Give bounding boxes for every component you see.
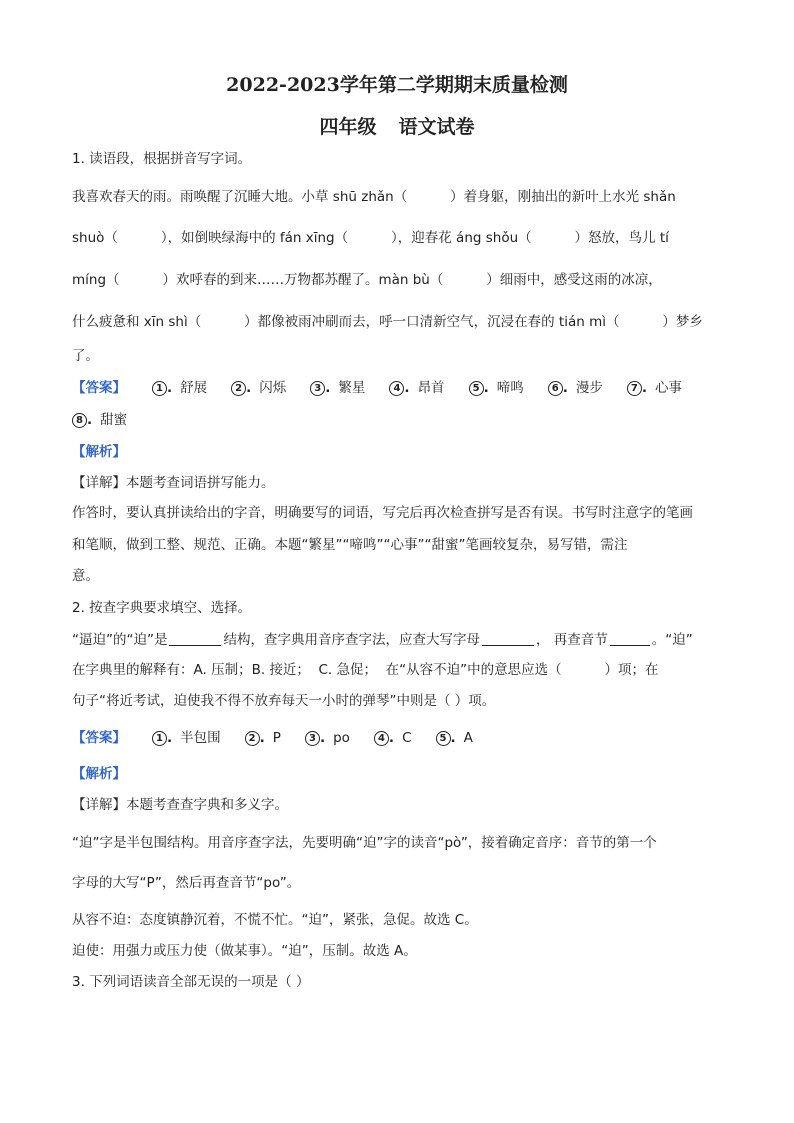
detail-tag: 【详解】 (72, 475, 126, 491)
answer-number: 3 (310, 381, 325, 396)
q2-analysis-tag: 【解析】 (72, 766, 126, 782)
q1-analysis-tag: 【解析】 (72, 444, 126, 460)
q1-answer-row (72, 379, 706, 397)
q1-passage-line-5: 了。 (72, 348, 99, 364)
answer-number: 2 (231, 381, 246, 396)
q1-passage-line-3: míng（ ）欢呼春的到来……万物都苏醒了。màn bù（ ）细雨中，感受这雨的冰凉， (72, 272, 662, 288)
answer-number: 7 (627, 381, 642, 396)
q1-explain-1: 作答时，要认真拼读给出的字音，明确要写的词语，写完后再次检查拼写是否有误。书写时注意字的笔画 (72, 505, 693, 521)
q1-passage-line-2: shuò（ ），如倒映绿海中的 fán xīng（ ），迎春花 áng shǒu（ ）怒放，鸟儿 tí (72, 230, 669, 246)
answer-item: 1 . 舒展 (152, 380, 207, 396)
answer-number: 1 (152, 731, 167, 746)
answer-number: 1 (152, 381, 167, 396)
paper-label: 语文试卷 (398, 116, 475, 138)
answer-text: A (463, 730, 473, 746)
answer-number: 6 (548, 381, 563, 396)
answer-item: 8 . 甜蜜 (72, 412, 127, 428)
answer-item: 5 . A (436, 730, 473, 746)
answer-tag: 【答案】 (72, 730, 126, 746)
answer-text: 半包围 (180, 730, 221, 746)
q1-explain-2: 和笔顺，做到工整、规范、正确。本题“繁星”“啼鸣”“心事”“甜蜜”笔画较复杂，易写错，需注 (72, 537, 628, 553)
answer-number: 4 (389, 381, 404, 396)
answer-item: 7 . 心事 (627, 380, 682, 396)
q2-explain-2: 字母的大写“P”，然后再查音节“po”。 (72, 875, 301, 891)
answer-text: C (402, 730, 412, 746)
answer-text: 舒展 (180, 380, 208, 396)
answer-text: 繁星 (338, 380, 366, 396)
q2-line-3: 句子“将近考试，迫使我不得不放弃每天一小时的弹琴”中则是（ ）项。 (72, 693, 496, 709)
answer-item: 4 . 昂首 (389, 380, 444, 396)
answer-item: 6 . 漫步 (548, 380, 603, 396)
grade-label: 四年级 (319, 116, 377, 138)
q2-explain-4: 迫使：用强力或压力使（做某事）。“迫”，压制。故选 A。 (72, 943, 417, 959)
answer-number: 2 (245, 731, 260, 746)
q1-stem: 1. 读语段，根据拼音写字词。 (72, 151, 252, 167)
answer-item: 4 . C (374, 730, 412, 746)
q2-detail: 【详解】本题考查查字典和多义字。 (72, 797, 288, 813)
answer-tag: 【答案】 (72, 380, 126, 396)
q2-line-1: “逼迫”的“迫”是 结构，查字典用音序查字法，应查大写字母 ， 再查音节 。“迫” (72, 632, 693, 648)
answer-text: po (333, 730, 350, 746)
document-subtitle (0, 112, 794, 139)
answer-text: 心事 (654, 380, 682, 396)
answer-text: P (272, 730, 281, 746)
answer-item: 2 . P (245, 730, 281, 746)
q2-line-2: 在字典里的解释有：A. 压制；B. 接近； C. 急促； 在“从容不迫”中的意思应选（ ）项；在 (72, 662, 659, 678)
answer-item: 3 . 繁星 (310, 380, 365, 396)
answer-text: 闪烁 (259, 380, 287, 396)
answer-item: 2 . 闪烁 (231, 380, 286, 396)
q2-explain-3: 从容不迫：态度镇静沉着，不慌不忙。“迫”，紧张，急促。故选 C。 (72, 912, 478, 928)
answer-text: 漫步 (575, 380, 603, 396)
document-title: 2022-2023学年第二学期期末质量检测 (226, 74, 568, 96)
q3-stem: 3. 下列词语读音全部无误的一项是（ ） (72, 974, 310, 990)
detail-tag: 【详解】 (72, 797, 126, 813)
q2-explain-1: “迫”字是半包围结构。用音序查字法，先要明确“迫”字的读音“pò”，接着确定音序：音节的第一个 (72, 835, 657, 851)
answer-number: 5 (436, 731, 451, 746)
answer-item: 3 . po (305, 730, 350, 746)
blank (482, 631, 534, 646)
q1-passage-line-4: 什么疲惫和 xīn shì（ ）都像被雨冲刷而去，呼一口清新空气，沉浸在春的 tián mì（ ）梦乡 (72, 314, 703, 330)
answer-item: 1 . 半包围 (152, 730, 221, 746)
q2-answer-row (72, 729, 497, 747)
answer-number: 4 (374, 731, 389, 746)
q1-detail: 【详解】本题考查词语拼写能力。 (72, 475, 275, 491)
answer-number: 5 (469, 381, 484, 396)
q1-answer-row-2 (72, 411, 151, 429)
blank (169, 631, 221, 646)
q1-passage-line-1: 我喜欢春天的雨。雨唤醒了沉睡大地。小草 shū zhǎn（ ）着身躯，刚抽出的新叶上水光 shǎn (72, 189, 676, 205)
answer-text: 啼鸣 (496, 380, 524, 396)
answer-number: 3 (305, 731, 320, 746)
answer-item: 5 . 啼鸣 (469, 380, 524, 396)
q1-explain-3: 意。 (72, 568, 99, 584)
blank (610, 631, 650, 646)
answer-text: 昂首 (417, 380, 445, 396)
q2-stem: 2. 按查字典要求填空、选择。 (72, 600, 252, 616)
